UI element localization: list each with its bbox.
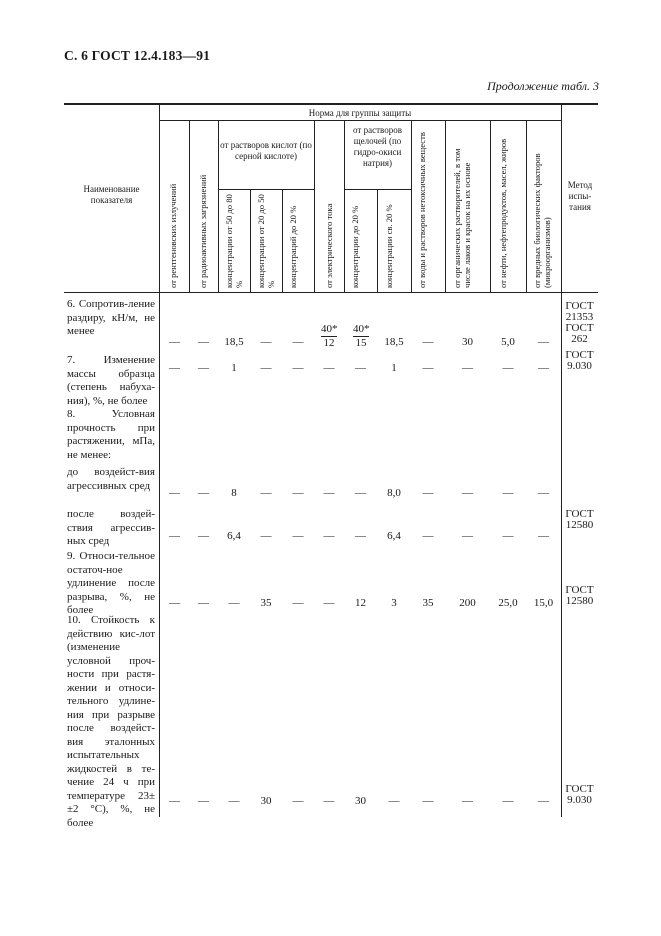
cell: — <box>538 530 549 542</box>
cell: — <box>462 362 473 374</box>
cell: — <box>422 487 434 499</box>
cell: — <box>355 362 366 374</box>
row-name-acid-resistance: 10. Стойкость к действию кис-лот (изменение условной проч-ности при растя-жении и относи-тельного удлине-ния при разрыве после воздейст-вия эталонных испытательных жидкостей в те-чение 24 ч при температуре 23± ±2 °С), %, не более <box>67 614 155 829</box>
cell: — <box>169 362 180 374</box>
cell: — <box>462 530 473 542</box>
cell: 8 <box>231 487 237 499</box>
method-cell: ГОСТ 12580 <box>565 584 594 607</box>
cell: — <box>198 597 209 609</box>
cell: — <box>323 530 335 542</box>
method-cell: ГОСТ 21353 ГОСТ 262 <box>565 300 594 345</box>
cell: 30 <box>355 795 366 807</box>
column-header-name: Наименование показателя <box>83 184 140 205</box>
cell: — <box>260 362 272 374</box>
cell: 25,0 <box>498 597 518 609</box>
cell: — <box>260 336 272 348</box>
cell: 15,0 <box>533 597 554 609</box>
cell: 12 <box>355 597 366 609</box>
cell: — <box>323 362 335 374</box>
col-header-water: от воды и растворов нетоксичных веществ <box>417 132 427 288</box>
cell: — <box>502 362 514 374</box>
fraction-numerator: 40* <box>353 323 370 335</box>
col-header-oil: от нефти, нефтепродуктов, масел, жиров <box>498 138 508 288</box>
cell: — <box>462 795 473 807</box>
cell: — <box>355 530 366 542</box>
cell: 8,0 <box>387 487 401 499</box>
cell: — <box>292 795 304 807</box>
row-name-tensile-strength: 8. Условная прочность при растяжении, мПа, не менее: <box>67 408 155 461</box>
col-header-xray: от рентгеновских излучений <box>168 183 178 288</box>
column-group-acids: от растворов кислот (по серной кислоте) <box>220 140 312 161</box>
cell: — <box>198 795 209 807</box>
cell: 6,4 <box>227 530 241 542</box>
row-name-after-exposure: после воздей-ствия агрессив-ных сред <box>67 508 155 547</box>
cell: — <box>198 487 209 499</box>
col-header-alkali-above-20: концентрации св. 20 % <box>384 204 394 288</box>
fraction-denominator: 12 <box>323 337 335 349</box>
col-header-organic: от органических растворителей, в том числе лаков и красок на их основе <box>452 148 472 288</box>
cell: — <box>169 597 180 609</box>
cell: — <box>323 487 335 499</box>
row-name-residual-elongation: 9. Относи-тельное остаточ-ное удлинение после разрыва, %, не более <box>67 550 155 616</box>
fraction-cell <box>353 323 369 350</box>
cell: 1 <box>391 362 397 374</box>
cell: — <box>292 597 304 609</box>
column-header-norm: Норма для группы защиты <box>308 108 412 118</box>
cell: — <box>169 336 180 348</box>
cell: — <box>260 530 272 542</box>
cell: — <box>169 487 180 499</box>
cell: — <box>323 597 335 609</box>
cell: — <box>538 336 549 348</box>
cell: 18,5 <box>224 336 244 348</box>
col-header-radioactive: от радиоактивных загрязнений <box>198 174 208 288</box>
cell: — <box>260 487 272 499</box>
cell: — <box>292 362 304 374</box>
page-title: С. 6 ГОСТ 12.4.183—91 <box>64 48 211 63</box>
cell: 1 <box>231 362 237 374</box>
method-cell: ГОСТ 9.030 <box>565 349 594 372</box>
cell: — <box>169 795 180 807</box>
cell: — <box>538 487 549 499</box>
cell: 3 <box>391 597 397 609</box>
cell: — <box>538 795 549 807</box>
fraction-numerator: 40* <box>321 323 338 335</box>
cell: — <box>422 795 434 807</box>
method-cell: ГОСТ 9.030 <box>565 783 594 806</box>
cell: — <box>292 530 304 542</box>
cell: — <box>355 487 366 499</box>
cell: — <box>169 530 180 542</box>
cell: 18,5 <box>384 336 404 348</box>
col-header-acid-20-50: концентрации от 20 до 50 % <box>256 194 276 288</box>
cell: — <box>462 487 473 499</box>
col-header-alkali-below-20: концентрации до 20 % <box>350 205 360 288</box>
cell: — <box>228 597 240 609</box>
cell: — <box>388 795 400 807</box>
col-header-acid-50-80: концентрации от 50 до 80 % <box>224 194 244 288</box>
cell: — <box>292 487 304 499</box>
method-cell: ГОСТ 12580 <box>565 508 594 531</box>
cell: — <box>422 336 434 348</box>
cell: — <box>502 530 514 542</box>
col-header-acid-below-20: концентраций до 20 % <box>288 205 298 288</box>
row-name-tear-resistance: 6. Сопротив-ление раздиру, кН/м, не менее <box>67 298 155 337</box>
cell: 6,4 <box>387 530 401 542</box>
table-continuation-label: Продолжение табл. 3 <box>487 79 599 93</box>
cell: — <box>323 795 335 807</box>
row-name-before-exposure: до воздейст-вия агрессивных сред <box>67 466 155 492</box>
fraction-cell <box>321 323 337 350</box>
cell: 5,0 <box>501 336 515 348</box>
cell: 200 <box>459 597 476 609</box>
col-header-electric: от электрического тока <box>324 203 334 288</box>
cell: — <box>198 530 209 542</box>
cell: — <box>292 336 304 348</box>
column-group-alkali: от растворов щелочей (по гидро-окиси натрия) <box>353 125 402 168</box>
cell: — <box>502 795 514 807</box>
cell: 30 <box>462 336 473 348</box>
cell: 35 <box>260 597 272 609</box>
cell: — <box>502 487 514 499</box>
cell: 30 <box>260 795 272 807</box>
cell: 35 <box>422 597 434 609</box>
cell: — <box>538 362 549 374</box>
col-header-bio: от вредных биологических факторов (микроорганизмов) <box>532 153 552 288</box>
fraction-denominator: 15 <box>355 337 367 349</box>
cell: — <box>198 336 209 348</box>
column-header-method: Метод испы-тания <box>567 180 593 212</box>
cell: — <box>198 362 209 374</box>
cell: — <box>228 795 240 807</box>
row-name-mass-change: 7. Изменение массы образца (степень набуха-ния), %, не более <box>67 354 155 407</box>
cell: — <box>422 530 434 542</box>
cell: — <box>422 362 434 374</box>
